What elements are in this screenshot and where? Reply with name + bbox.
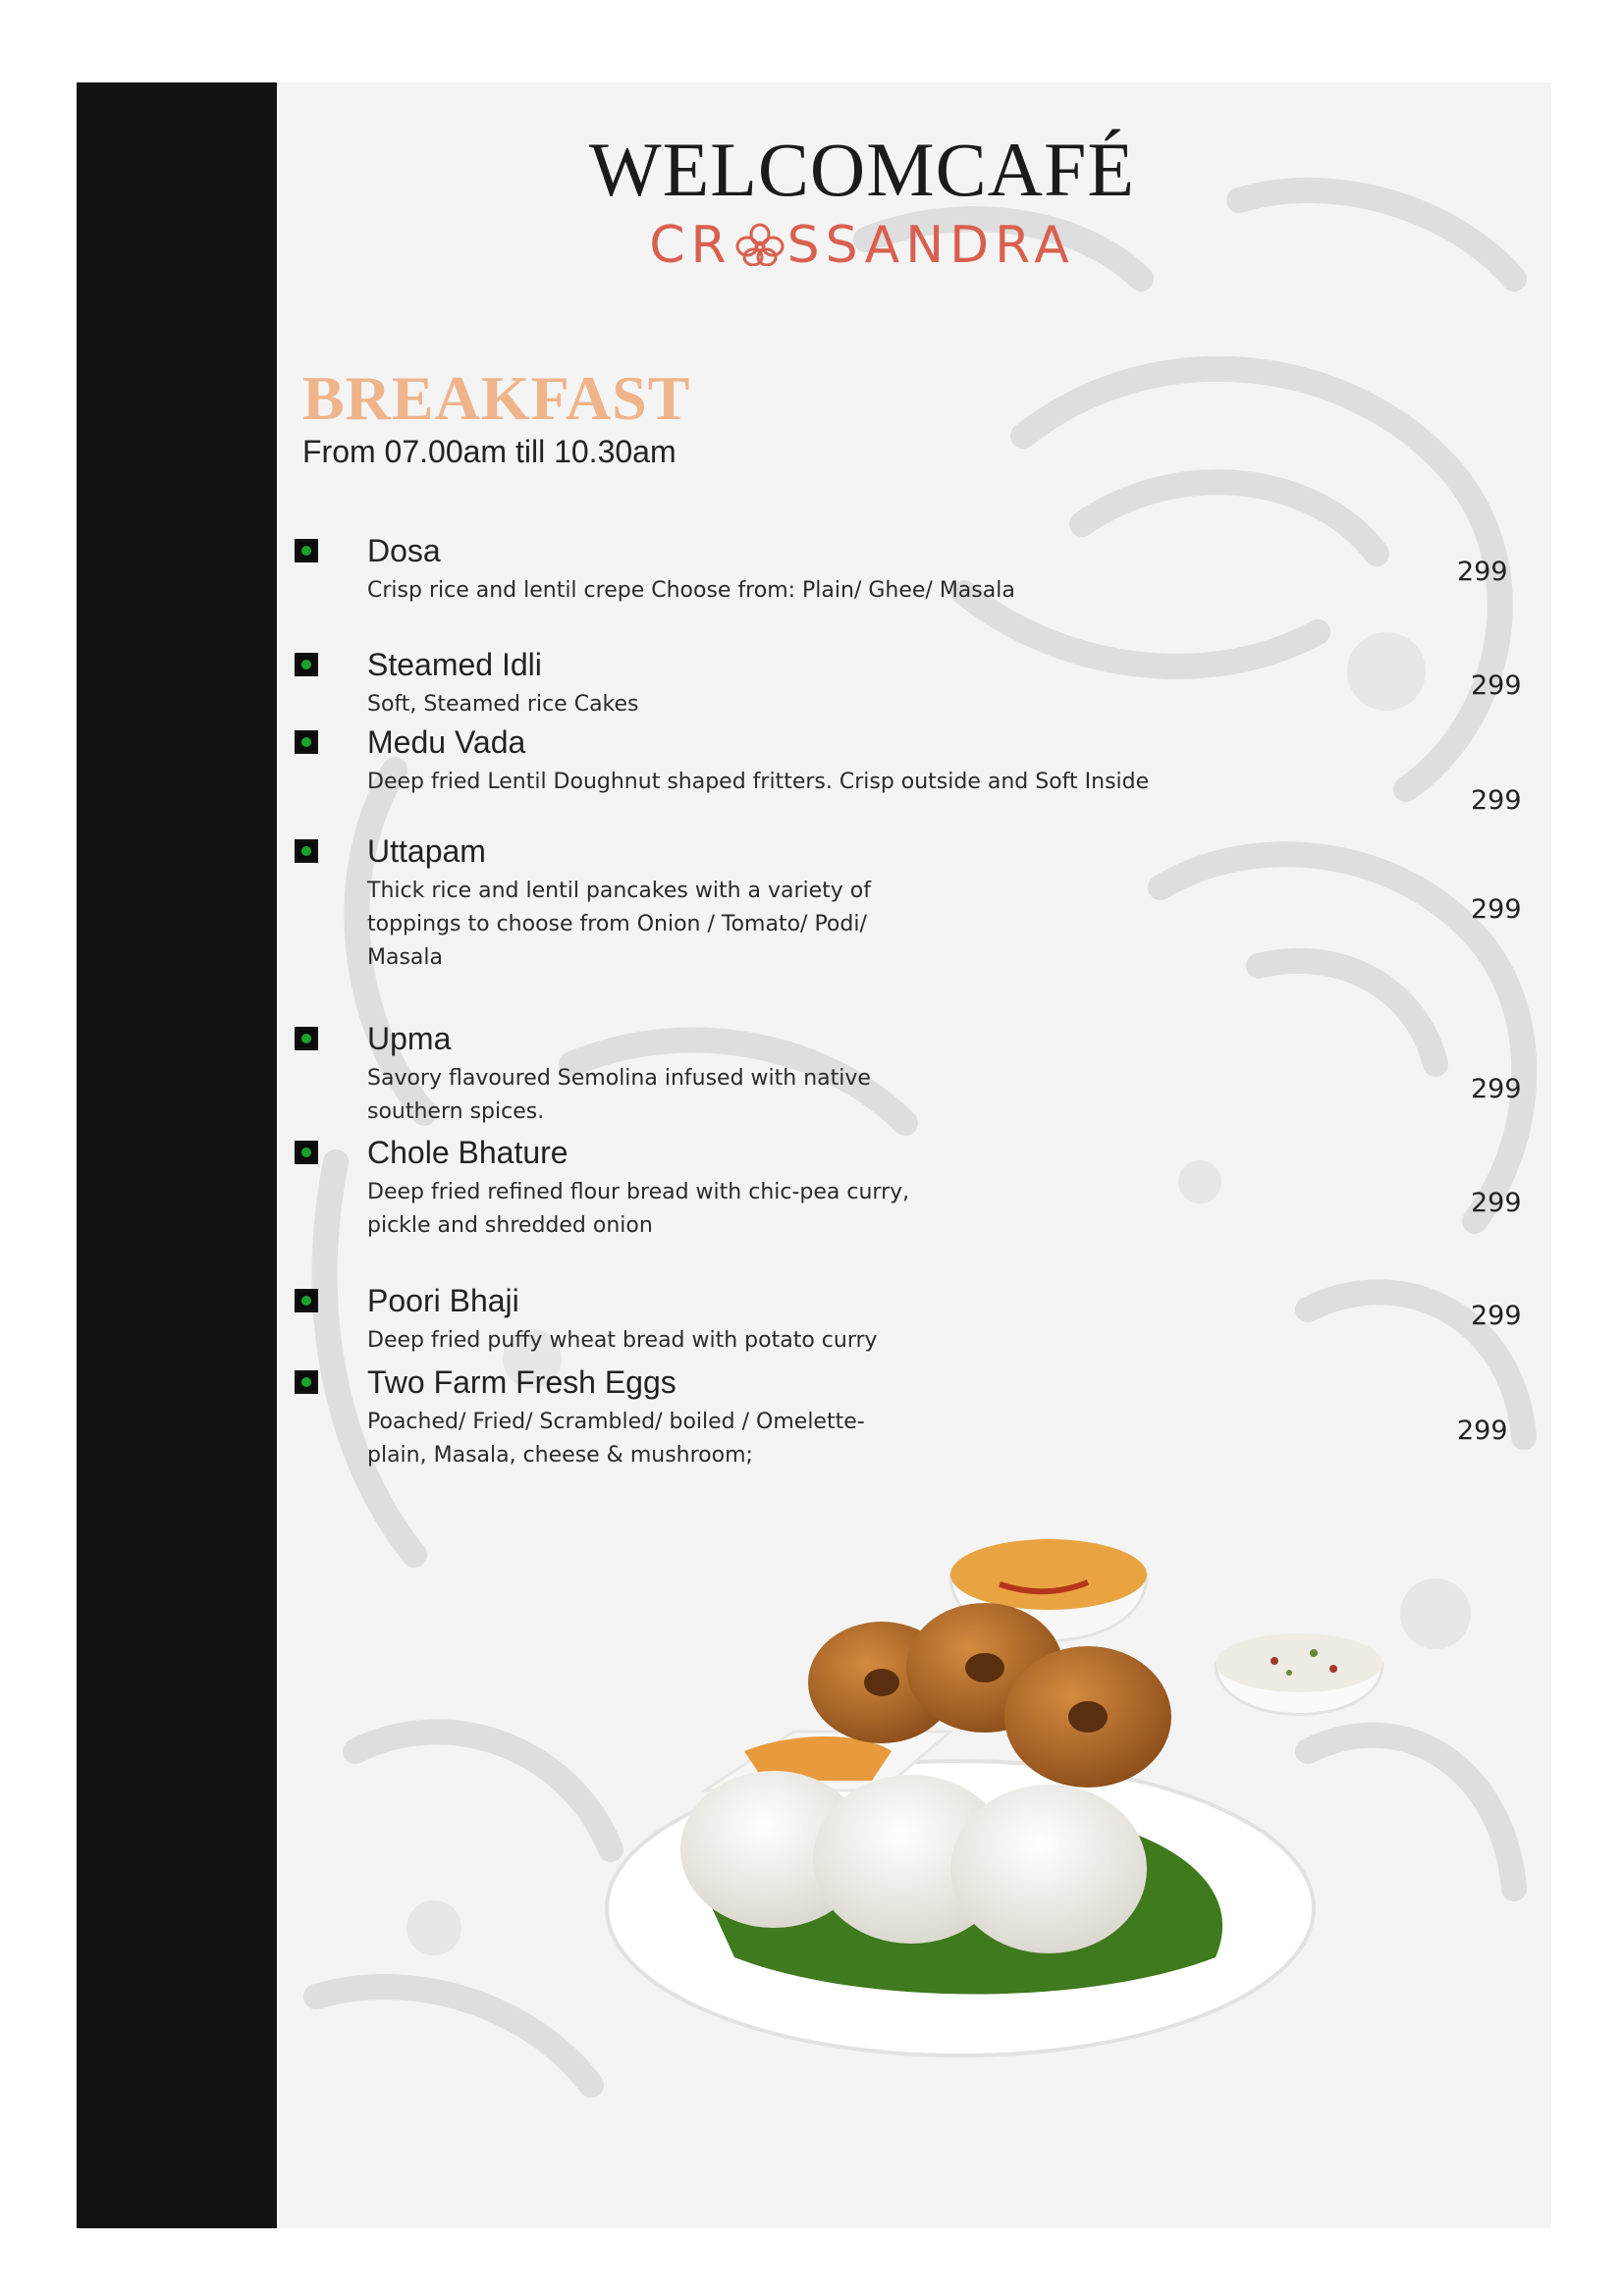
item-name: Dosa bbox=[367, 533, 441, 568]
item-price: 299 bbox=[1471, 1074, 1522, 1104]
item-name: Upma bbox=[367, 1021, 452, 1056]
section-title: BREAKFAST bbox=[302, 363, 691, 433]
item-description: Deep fried puffy wheat bread with potato curry bbox=[367, 1328, 878, 1353]
brand-subname-left: CR bbox=[649, 216, 732, 275]
item-price: 299 bbox=[1457, 557, 1508, 587]
veg-symbol-icon bbox=[295, 1289, 318, 1312]
item-description: Soft, Steamed rice Cakes bbox=[367, 692, 639, 717]
item-name: Steamed Idli bbox=[367, 647, 542, 682]
item-name: Poori Bhaji bbox=[367, 1283, 519, 1318]
item-description: Savory flavoured Semolina infused with native southern spices. bbox=[367, 1066, 871, 1124]
brand-subname bbox=[518, 216, 1206, 275]
section-hours: From 07.00am till 10.30am bbox=[302, 434, 677, 469]
item-price: 299 bbox=[1457, 1415, 1508, 1446]
item-price: 299 bbox=[1471, 1188, 1522, 1218]
veg-symbol-icon bbox=[295, 730, 318, 754]
item-name: Two Farm Fresh Eggs bbox=[367, 1364, 677, 1400]
veg-symbol-icon bbox=[295, 653, 318, 676]
item-name: Uttapam bbox=[367, 833, 486, 869]
flower-icon bbox=[734, 223, 785, 266]
food-photo bbox=[538, 1496, 1461, 2065]
item-description: Crisp rice and lentil crepe Choose from: Plain/ Ghee/ Masala bbox=[367, 578, 1015, 603]
veg-symbol-icon bbox=[295, 1027, 318, 1050]
item-price: 299 bbox=[1471, 894, 1522, 925]
brand-logo bbox=[518, 127, 1206, 275]
item-description: Poached/ Fried/ Scrambled/ boiled / Omelette- plain, Masala, cheese & mushroom; bbox=[367, 1410, 865, 1468]
veg-symbol-icon bbox=[295, 1141, 318, 1164]
item-price: 299 bbox=[1471, 1301, 1522, 1331]
item-price: 299 bbox=[1471, 670, 1522, 701]
item-price: 299 bbox=[1471, 785, 1522, 816]
left-black-bar bbox=[77, 82, 277, 2228]
item-name: Chole Bhature bbox=[367, 1135, 568, 1170]
veg-symbol-icon bbox=[295, 839, 318, 863]
item-description: Deep fried Lentil Doughnut shaped fritters. Crisp outside and Soft Inside bbox=[367, 770, 1150, 794]
veg-symbol-icon bbox=[295, 1370, 318, 1394]
brand-subname-right: SSANDRA bbox=[786, 216, 1075, 275]
item-description: Deep fried refined flour bread with chic-pea curry, pickle and shredded onion bbox=[367, 1180, 910, 1238]
item-name: Medu Vada bbox=[367, 724, 526, 760]
item-description: Thick rice and lentil pancakes with a variety of toppings to choose from Onion / Tomato/ Podi/ Masala bbox=[367, 879, 872, 970]
veg-symbol-icon bbox=[295, 539, 318, 562]
brand-name: WELCOMCAFÉ bbox=[589, 127, 1135, 212]
menu-page bbox=[77, 82, 1551, 2228]
